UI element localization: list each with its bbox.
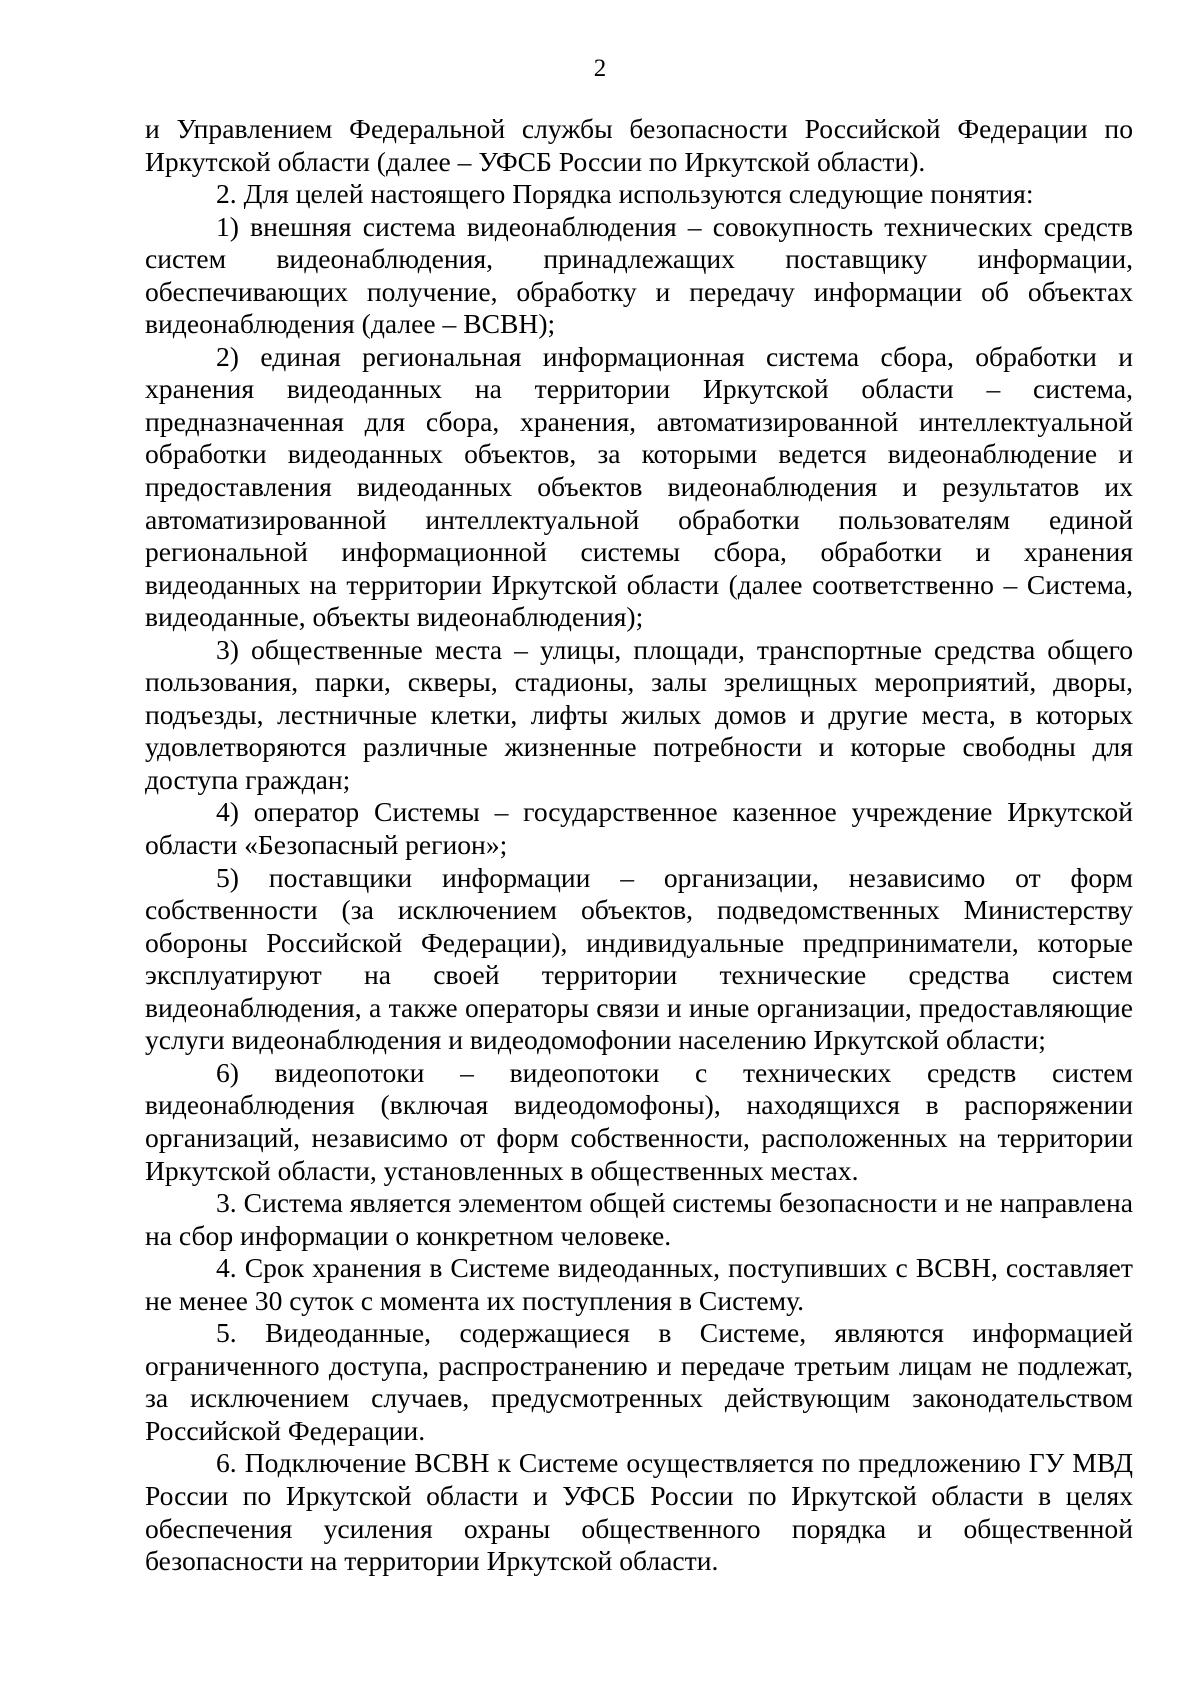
paragraph-item-6: 6. Подключение ВСВН к Системе осуществляется по предложению ГУ МВД России по Иркутской области и УФСБ России по Иркутской области в целях обеспечения усиления охраны общественного порядка и общественной безопасности на территории Иркутской области. — [145, 1447, 1133, 1577]
paragraph-item-5: 5. Видеоданные, содержащиеся в Системе, являются информацией ограниченного доступа, распространению и передаче третьим лицам не подлежат, за исключением случаев, предусмотренных действующим законодательством Российской Федерации. — [145, 1317, 1133, 1446]
paragraph-definition-5: 5) поставщики информации – организации, независимо от форм собственности (за исключением объектов, подведомственных Министерству обороны Российской Федерации), индивидуальные предприниматели, которые эксплуатируют на своей территории технические средства систем видеонаблюдения, а также операторы связи и иные организации, предоставляющие услуги видеонаблюдения и видеодомофонии населению Иркутской области; — [145, 861, 1133, 1056]
document-body — [145, 113, 1133, 1578]
paragraph-definition-3: 3) общественные места – улицы, площади, транспортные средства общего пользования, парки, скверы, стадионы, залы зрелищных мероприятий, дворы, подъезды, лестничные клетки, лифты жилых домов и другие места, в которых удовлетворяются различные жизненные потребности и которые свободны для доступа граждан; — [145, 633, 1133, 795]
paragraph-definition-1: 1) внешняя система видеонаблюдения – совокупность технических средств систем видеонаблюдения, принадлежащих поставщику информации, обеспечивающих получение, обработку и передачу информации об объектах видеонаблюдения (далее – ВСВН); — [145, 210, 1133, 340]
paragraph-item-2: 2. Для целей настоящего Порядка используются следующие понятия: — [216, 178, 1034, 210]
page-number: 2 — [593, 55, 607, 82]
paragraph-item-3: 3. Система является элементом общей системы безопасности и не направлена на сбор информации о конкретном человеке. — [145, 1187, 1133, 1251]
paragraph-continuation: и Управлением Федеральной службы безопасности Российской Федерации по Иркутской области (далее – УФСБ России по Иркутской области). — [145, 113, 1133, 177]
paragraph-item-4: 4. Срок хранения в Системе видеоданных, поступивших с ВСВН, составляет не менее 30 суток с момента их поступления в Систему. — [145, 1252, 1133, 1316]
paragraph-definition-4: 4) оператор Системы – государственное казенное учреждение Иркутской области «Безопасный регион»; — [145, 796, 1133, 861]
paragraph-definition-6: 6) видеопотоки – видеопотоки с технических средств систем видеонаблюдения (включая видеодомофоны), находящихся в распоряжении организаций, независимо от форм собственности, расположенных на территории Иркутской области, установленных в общественных местах. — [145, 1056, 1133, 1186]
paragraph-definition-2: 2) единая региональная информационная система сбора, обработки и хранения видеоданных на территории Иркутской области – система, предназначенная для сбора, хранения, автоматизированной интеллектуальной обработки видеоданных объектов, за которыми ведется видеонаблюдение и предоставления видеоданных объектов видеонаблюдения и результатов их автоматизированной интеллектуальной обработки пользователям единой региональной информационной системы сбора, обработки и хранения видеоданных на территории Иркутской области (далее соответственно – Система, видеоданные, объекты видеонаблюдения); — [145, 340, 1133, 633]
